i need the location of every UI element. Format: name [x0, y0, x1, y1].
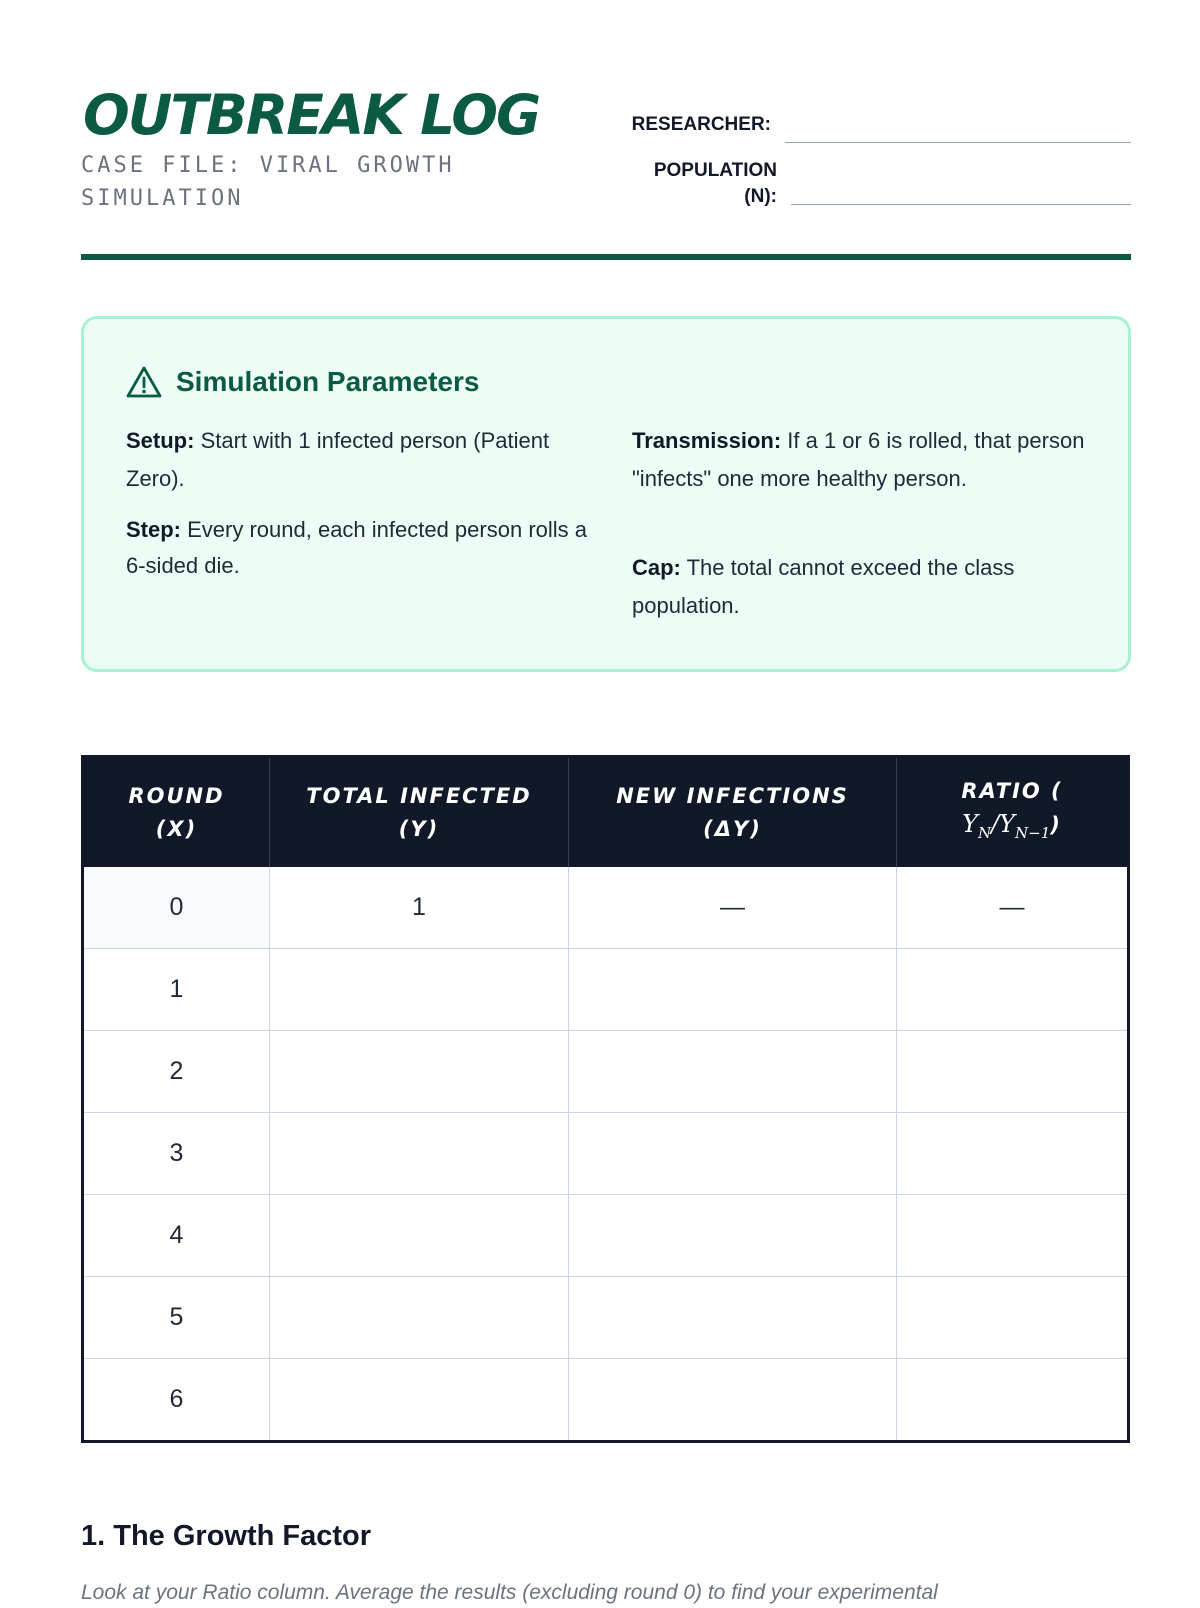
table-row [83, 1113, 1129, 1195]
param-setup-text: Start with 1 infected person (Patient Zero). [126, 428, 550, 491]
ratio-cell[interactable] [897, 949, 1129, 1031]
column-header-round-line1: ROUND [128, 783, 225, 808]
param-transmission-label: Transmission: [632, 428, 782, 453]
ratio-cell[interactable] [897, 1113, 1129, 1195]
column-header-round-line2: (X) [155, 816, 198, 841]
round-cell: 3 [83, 1113, 270, 1195]
param-transmission [632, 422, 1087, 498]
header-divider [81, 254, 1131, 260]
parameters-title: Simulation Parameters [176, 366, 480, 397]
column-header-ratio-line1: RATIO ( [961, 779, 1063, 804]
column-header-new-line1: NEW INFECTIONS [616, 783, 849, 808]
param-step-text: Every round, each infected person rolls a 6-sided die. [126, 517, 588, 578]
new-infections-cell[interactable] [569, 1277, 897, 1359]
param-setup-label: Setup: [126, 428, 195, 453]
param-step-label: Step: [126, 517, 181, 542]
page-title: OUTBREAK LOG [83, 83, 540, 147]
table-row [83, 1195, 1129, 1277]
table-row [83, 867, 1129, 949]
table-row [83, 1277, 1129, 1359]
column-header-new-line2: (ΔY) [703, 816, 762, 841]
population-label-line2: (N): [744, 186, 777, 207]
total-infected-cell[interactable] [270, 1113, 569, 1195]
round-cell: 0 [83, 867, 270, 949]
total-infected-cell[interactable] [270, 1359, 569, 1442]
total-infected-cell[interactable] [270, 949, 569, 1031]
new-infections-cell[interactable] [569, 949, 897, 1031]
ratio-formula-close: ) [1050, 813, 1062, 838]
researcher-label: RESEARCHER: [631, 114, 771, 135]
new-infections-cell[interactable] [569, 1195, 897, 1277]
ratio-formula-y2: Y [999, 810, 1016, 839]
total-infected-cell[interactable] [270, 1277, 569, 1359]
ratio-formula-sub1: N [977, 823, 992, 842]
new-infections-cell[interactable] [569, 1113, 897, 1195]
worksheet-header [81, 82, 1131, 262]
round-cell: 5 [83, 1277, 270, 1359]
new-infections-cell[interactable] [569, 1359, 897, 1442]
ratio-formula-sub2: N−1 [1015, 823, 1051, 842]
param-cap [632, 549, 1087, 625]
round-cell: 2 [83, 1031, 270, 1113]
total-infected-cell[interactable] [270, 1195, 569, 1277]
table-row [83, 1031, 1129, 1113]
researcher-field[interactable] [785, 142, 1131, 143]
round-cell: 1 [83, 949, 270, 1031]
new-infections-cell: — [569, 867, 897, 949]
param-cap-text: The total cannot exceed the class population. [632, 555, 1015, 618]
population-field[interactable] [791, 204, 1131, 205]
param-cap-label: Cap: [632, 555, 681, 580]
growth-factor-heading: 1. The Growth Factor [81, 1520, 372, 1552]
warning-triangle-icon [126, 365, 162, 399]
ratio-cell: — [897, 867, 1129, 949]
growth-factor-instructions: Look at your Ratio column. Average the results (excluding round 0) to find your experimental [81, 1581, 938, 1604]
ratio-formula-y1: Y [962, 810, 978, 839]
param-transmission-text: If a 1 or 6 is rolled, that person "infects" one more healthy person. [632, 428, 1085, 491]
case-file-subtitle: CASE FILE: VIRAL GROWTH SIMULATION [81, 153, 455, 211]
column-header-round [83, 757, 270, 868]
total-infected-cell: 1 [270, 867, 569, 949]
simulation-parameters-box [81, 316, 1131, 672]
table-header-row [83, 757, 1129, 868]
population-label-line1: POPULATION [653, 160, 777, 181]
outbreak-data-table [81, 755, 1130, 1443]
ratio-cell[interactable] [897, 1195, 1129, 1277]
column-header-total-line2: (Y) [398, 816, 440, 841]
param-setup [126, 422, 596, 498]
ratio-cell[interactable] [897, 1031, 1129, 1113]
round-cell: 6 [83, 1359, 270, 1442]
param-step [126, 512, 596, 584]
table-row [83, 949, 1129, 1031]
ratio-cell[interactable] [897, 1277, 1129, 1359]
ratio-formula [897, 808, 1127, 850]
parameters-heading [126, 365, 479, 399]
ratio-cell[interactable] [897, 1359, 1129, 1442]
total-infected-cell[interactable] [270, 1031, 569, 1113]
round-cell: 4 [83, 1195, 270, 1277]
column-header-ratio [897, 757, 1129, 868]
ratio-formula-slash: / [991, 810, 1000, 839]
table-row [83, 1359, 1129, 1442]
column-header-total-line1: TOTAL INFECTED [306, 783, 532, 808]
population-label [601, 158, 777, 210]
column-header-new-infections [569, 757, 897, 868]
new-infections-cell[interactable] [569, 1031, 897, 1113]
column-header-total-infected [270, 757, 569, 868]
